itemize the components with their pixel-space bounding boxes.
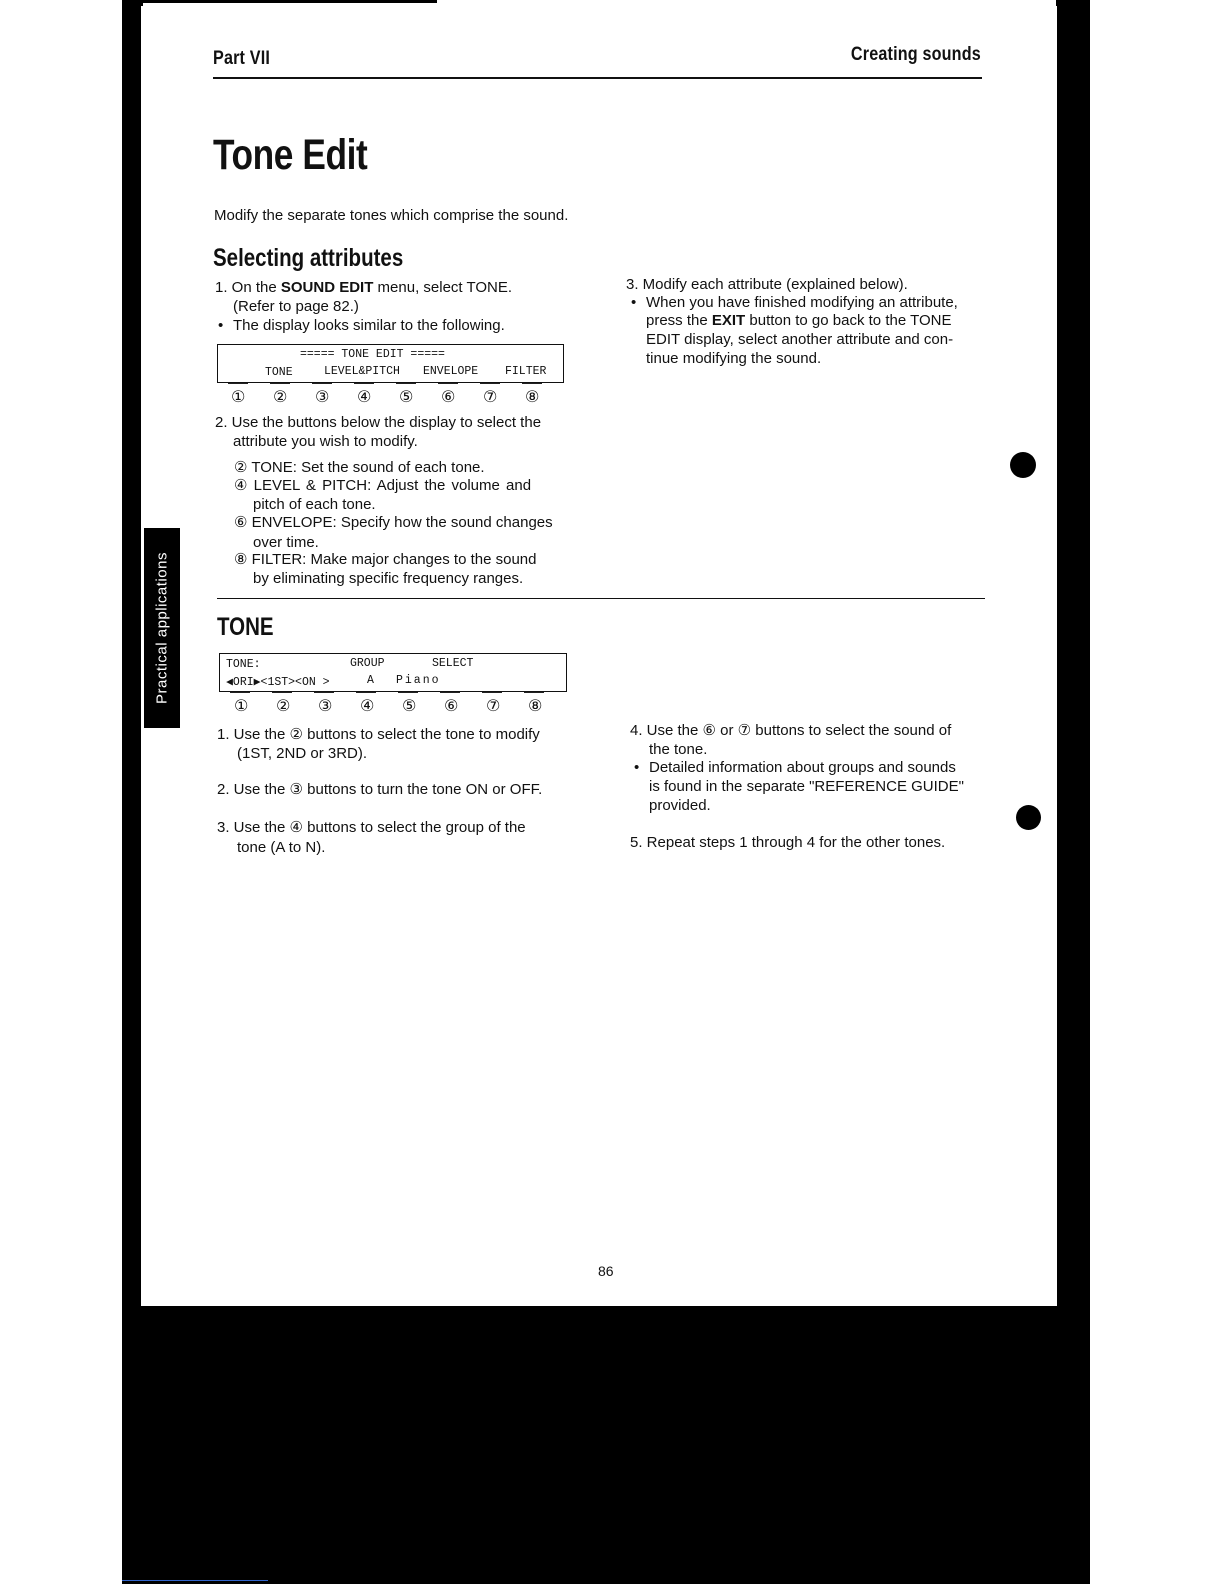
button-number-5: ⑤ xyxy=(399,387,414,406)
tone-step-3-line1: 3. Use the ④ buttons to select the group of the xyxy=(217,819,526,836)
lcd-tone-edit xyxy=(217,344,564,383)
bullet-exit-post: button to go back to the TONE xyxy=(745,312,952,329)
header-rule xyxy=(213,77,982,79)
attr-filter: ⑧ FILTER: Make major changes to the sound xyxy=(234,551,537,568)
lcd-group-value: A xyxy=(367,674,374,687)
button-number-6: ⑥ xyxy=(441,387,456,406)
lcd2-bar-4 xyxy=(356,692,376,693)
lcd2-bar-8 xyxy=(524,692,544,693)
lcd2-bar-3 xyxy=(314,692,334,693)
tone-button-number-2: ② xyxy=(276,696,291,715)
attr-tone: ② TONE: Set the sound of each tone. xyxy=(234,459,485,476)
lcd-group-label: GROUP xyxy=(350,657,385,670)
step-1-line2: (Refer to page 82.) xyxy=(233,298,359,315)
tone-button-number-6: ⑥ xyxy=(444,696,459,715)
side-tab-label: Practical applications xyxy=(153,552,171,704)
scan-border-top xyxy=(122,0,437,3)
lcd2-bar-2 xyxy=(272,692,292,693)
lcd-sound-value: Piano xyxy=(396,674,441,687)
lcd-bar-5 xyxy=(396,383,416,384)
lcd-row1: ===== TONE EDIT ===== xyxy=(300,348,445,361)
bullet-exit-pre: press the xyxy=(646,312,712,329)
lcd2-bar-6 xyxy=(440,692,460,693)
tone-button-number-3: ③ xyxy=(318,696,333,715)
lcd-tone-values: ◀ORI▶<1ST><ON > xyxy=(226,676,330,689)
attr-level-pitch: ④ LEVEL & PITCH: Adjust the volume and xyxy=(234,477,532,494)
lcd-bar-1 xyxy=(228,383,248,384)
bullet-exit-bold: EXIT xyxy=(711,312,746,329)
lcd-bar-4 xyxy=(354,383,374,384)
button-number-2: ② xyxy=(273,387,288,406)
page-title: Tone Edit xyxy=(213,131,368,179)
tone-button-number-4: ④ xyxy=(360,696,375,715)
header-part: Part VII xyxy=(213,48,271,69)
header-section: Creating sounds xyxy=(851,44,981,65)
attr-level-pitch-line2: pitch of each tone. xyxy=(253,496,376,513)
section-heading-selecting: Selecting attributes xyxy=(213,244,404,272)
side-tab xyxy=(144,528,180,728)
lcd-bar-6 xyxy=(438,383,458,384)
lcd-bar-2 xyxy=(270,383,290,384)
tone-step-5: 5. Repeat steps 1 through 4 for the other tones. xyxy=(630,834,946,851)
tone-step-2: 2. Use the ③ buttons to turn the tone ON or OFF. xyxy=(217,781,543,798)
lcd-select-label: SELECT xyxy=(432,657,474,670)
step-1 xyxy=(215,278,512,297)
step-1-post: menu, select TONE. xyxy=(373,279,513,296)
button-number-7: ⑦ xyxy=(483,387,498,406)
lcd-filter: FILTER xyxy=(505,365,547,378)
step-1-bold: SOUND EDIT xyxy=(280,279,374,296)
tone-button-number-7: ⑦ xyxy=(486,696,501,715)
bullet-exit-line4: tinue modifying the sound. xyxy=(646,350,822,367)
step-2-line1: 2. Use the buttons below the display to select the xyxy=(215,414,542,431)
lcd-bar-3 xyxy=(312,383,332,384)
step-2-line2: attribute you wish to modify. xyxy=(233,433,418,450)
lcd-tone: TONE xyxy=(265,366,293,379)
attr-envelope: ⑥ ENVELOPE: Specify how the sound changes xyxy=(234,514,553,531)
lcd-envelope: ENVELOPE xyxy=(423,365,479,378)
bullet-exit-line2 xyxy=(646,311,951,330)
tone-step-3-line2: tone (A to N). xyxy=(237,839,326,856)
step-3: 3. Modify each attribute (explained below). xyxy=(626,276,908,293)
button-number-3: ③ xyxy=(315,387,330,406)
button-number-8: ⑧ xyxy=(525,387,540,406)
tone-step-1-line2: (1ST, 2ND or 3RD). xyxy=(237,745,368,762)
lcd-bar-7 xyxy=(480,383,500,384)
link-underline xyxy=(122,1580,268,1581)
bullet-display: • The display looks similar to the following. xyxy=(233,316,505,335)
attr-envelope-line2: over time. xyxy=(253,534,319,551)
button-number-4: ④ xyxy=(357,387,372,406)
tone-step-4-line2: the tone. xyxy=(649,741,708,758)
tone-bullet-line1: • Detailed information about groups and sounds xyxy=(649,758,956,777)
button-number-1: ① xyxy=(231,387,246,406)
lcd2-bar-1 xyxy=(230,692,250,693)
tone-bullet-line2: is found in the separate "REFERENCE GUIDE" xyxy=(649,778,964,795)
tone-button-number-8: ⑧ xyxy=(528,696,543,715)
tone-button-number-5: ⑤ xyxy=(402,696,417,715)
tone-bullet-line3: provided. xyxy=(649,797,711,814)
bullet-exit-line1: • When you have finished modifying an attribute, xyxy=(646,293,958,312)
bullet-exit-line3: EDIT display, select another attribute and con- xyxy=(646,331,954,348)
lcd-tone-label: TONE: xyxy=(226,658,261,671)
scan-border-bottom xyxy=(122,1300,1090,1584)
punch-mark-bottom xyxy=(1016,805,1041,830)
punch-mark-top xyxy=(1010,452,1036,478)
lcd2-bar-5 xyxy=(398,692,418,693)
attr-filter-line2: by eliminating specific frequency ranges. xyxy=(253,570,524,587)
intro-text: Modify the separate tones which comprise the sound. xyxy=(214,207,569,224)
lcd-bar-8 xyxy=(522,383,542,384)
section-heading-tone: TONE xyxy=(217,613,274,641)
tone-button-number-1: ① xyxy=(234,696,249,715)
tone-step-4-line1: 4. Use the ⑥ or ⑦ buttons to select the sound of xyxy=(630,722,952,739)
lcd-tone xyxy=(219,653,567,692)
lcd2-bar-7 xyxy=(482,692,502,693)
lcd-level-pitch: LEVEL&PITCH xyxy=(324,365,400,378)
step-1-pre: 1. On the xyxy=(215,279,281,296)
tone-step-1-line1: 1. Use the ② buttons to select the tone to modify xyxy=(217,726,540,743)
section-divider xyxy=(217,598,985,599)
page-number: 86 xyxy=(598,1263,614,1279)
